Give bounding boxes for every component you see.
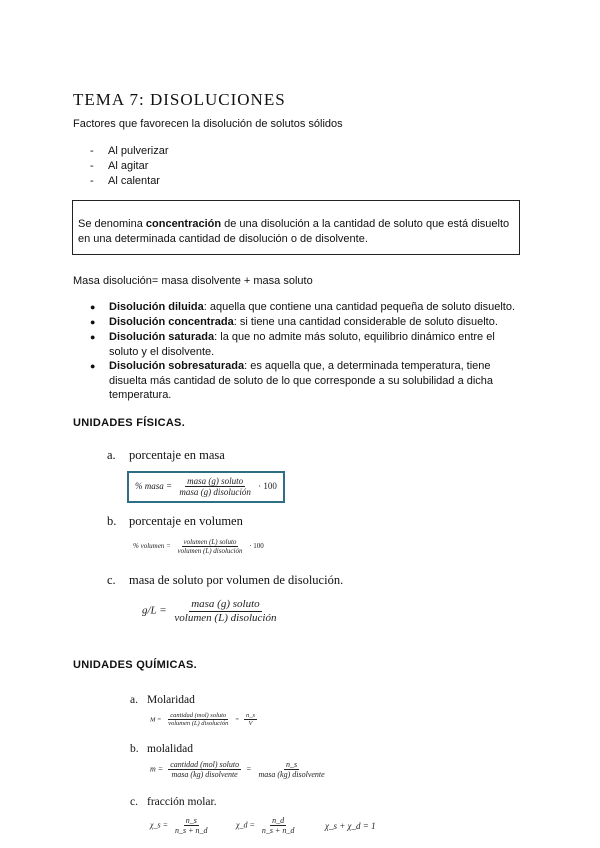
bullet-icon: ● bbox=[90, 361, 96, 371]
molarity-formula: M = $\frac{\text{cantidad (mol) soluto}}{\text{volumen (L) disolución}}$ = $\frac{n\_s}{V}$ bbox=[150, 712, 256, 728]
solute-fraction-formula: χ_s = $\frac{n\_s}{n\_s + n\_d}$ bbox=[150, 816, 208, 836]
list-item: - Al calentar bbox=[90, 175, 160, 187]
list-item: - Al agitar bbox=[90, 160, 149, 172]
section-item: b. porcentaje en volumen bbox=[107, 514, 243, 528]
volume-percent-formula: % volumen = $\frac{\text{volumen (L) soluto}}{\text{volumen (L) disolución}}$ · 100 bbox=[133, 538, 264, 556]
bullet-item: ● Disolución diluida: aquella que contiene una cantidad pequeña de soluto disuelto. bbox=[90, 301, 516, 313]
section-item: b. molalidad bbox=[130, 743, 193, 755]
definition-box: Se denomina concentración de una disolución a la cantidad de soluto que está disuelto en una determinada cantidad de disolución o de disolvente. bbox=[72, 200, 520, 255]
bullet-icon: ● bbox=[90, 317, 96, 327]
bullet-item: ● Disolución saturada: la que no admite más soluto, equilibrio dinámico entre el soluto y el disolvente. bbox=[90, 331, 495, 358]
intro-text: Factores que favorecen la disolución de solutos sólidos bbox=[73, 118, 343, 130]
bullet-icon: ● bbox=[90, 332, 96, 342]
bullet-item: ● Disolución concentrada: si tiene una cantidad considerable de soluto disuelto. bbox=[90, 316, 498, 328]
list-item: - Al pulverizar bbox=[90, 145, 169, 157]
molality-formula: m = $\frac{\text{cantidad (mol) soluto}}{\text{masa (kg) disolvente}}$ = $\frac{n\_s}{\text{masa (kg) disolvente}}$ bbox=[150, 760, 325, 780]
solvent-fraction-formula: χ_d = $\frac{n\_d}{n\_s + n\_d}$ bbox=[236, 816, 295, 836]
section-item: a. porcentaje en masa bbox=[107, 448, 225, 462]
section-item: c. fracción molar. bbox=[130, 796, 217, 808]
fraction-sum-formula: χ_s + χ_d = 1 bbox=[325, 821, 376, 831]
chemical-units-heading: UNIDADES QUÍMICAS. bbox=[73, 659, 197, 671]
grams-per-liter-formula: g/L = $\frac{\text{masa (g) soluto}}{\text{volumen (L) disolución}}$ bbox=[142, 598, 277, 624]
mass-percent-formula: % masa = $\frac{\text{masa (g) soluto}}{\text{masa (g) disolución}}$ · 100 bbox=[127, 471, 285, 503]
definition-term: concentración bbox=[145, 218, 222, 230]
section-item: a. Molaridad bbox=[130, 694, 195, 706]
physical-units-heading: UNIDADES FÍSICAS. bbox=[73, 417, 186, 429]
mass-equation-text: Masa disolución= masa disolvente + masa soluto bbox=[73, 275, 313, 287]
factors-list bbox=[90, 144, 169, 189]
bullet-item: ● Disolución sobresaturada: es aquella que, a determinada temperatura, tiene disuelta más cantidad de soluto de lo que corresponde a su solubilidad a dicha temperatura. bbox=[90, 360, 494, 401]
page-title: TEMA 7: DISOLUCIONES bbox=[73, 90, 286, 109]
section-item: c. masa de soluto por volumen de disolución. bbox=[107, 573, 344, 587]
bullet-icon: ● bbox=[90, 302, 96, 312]
